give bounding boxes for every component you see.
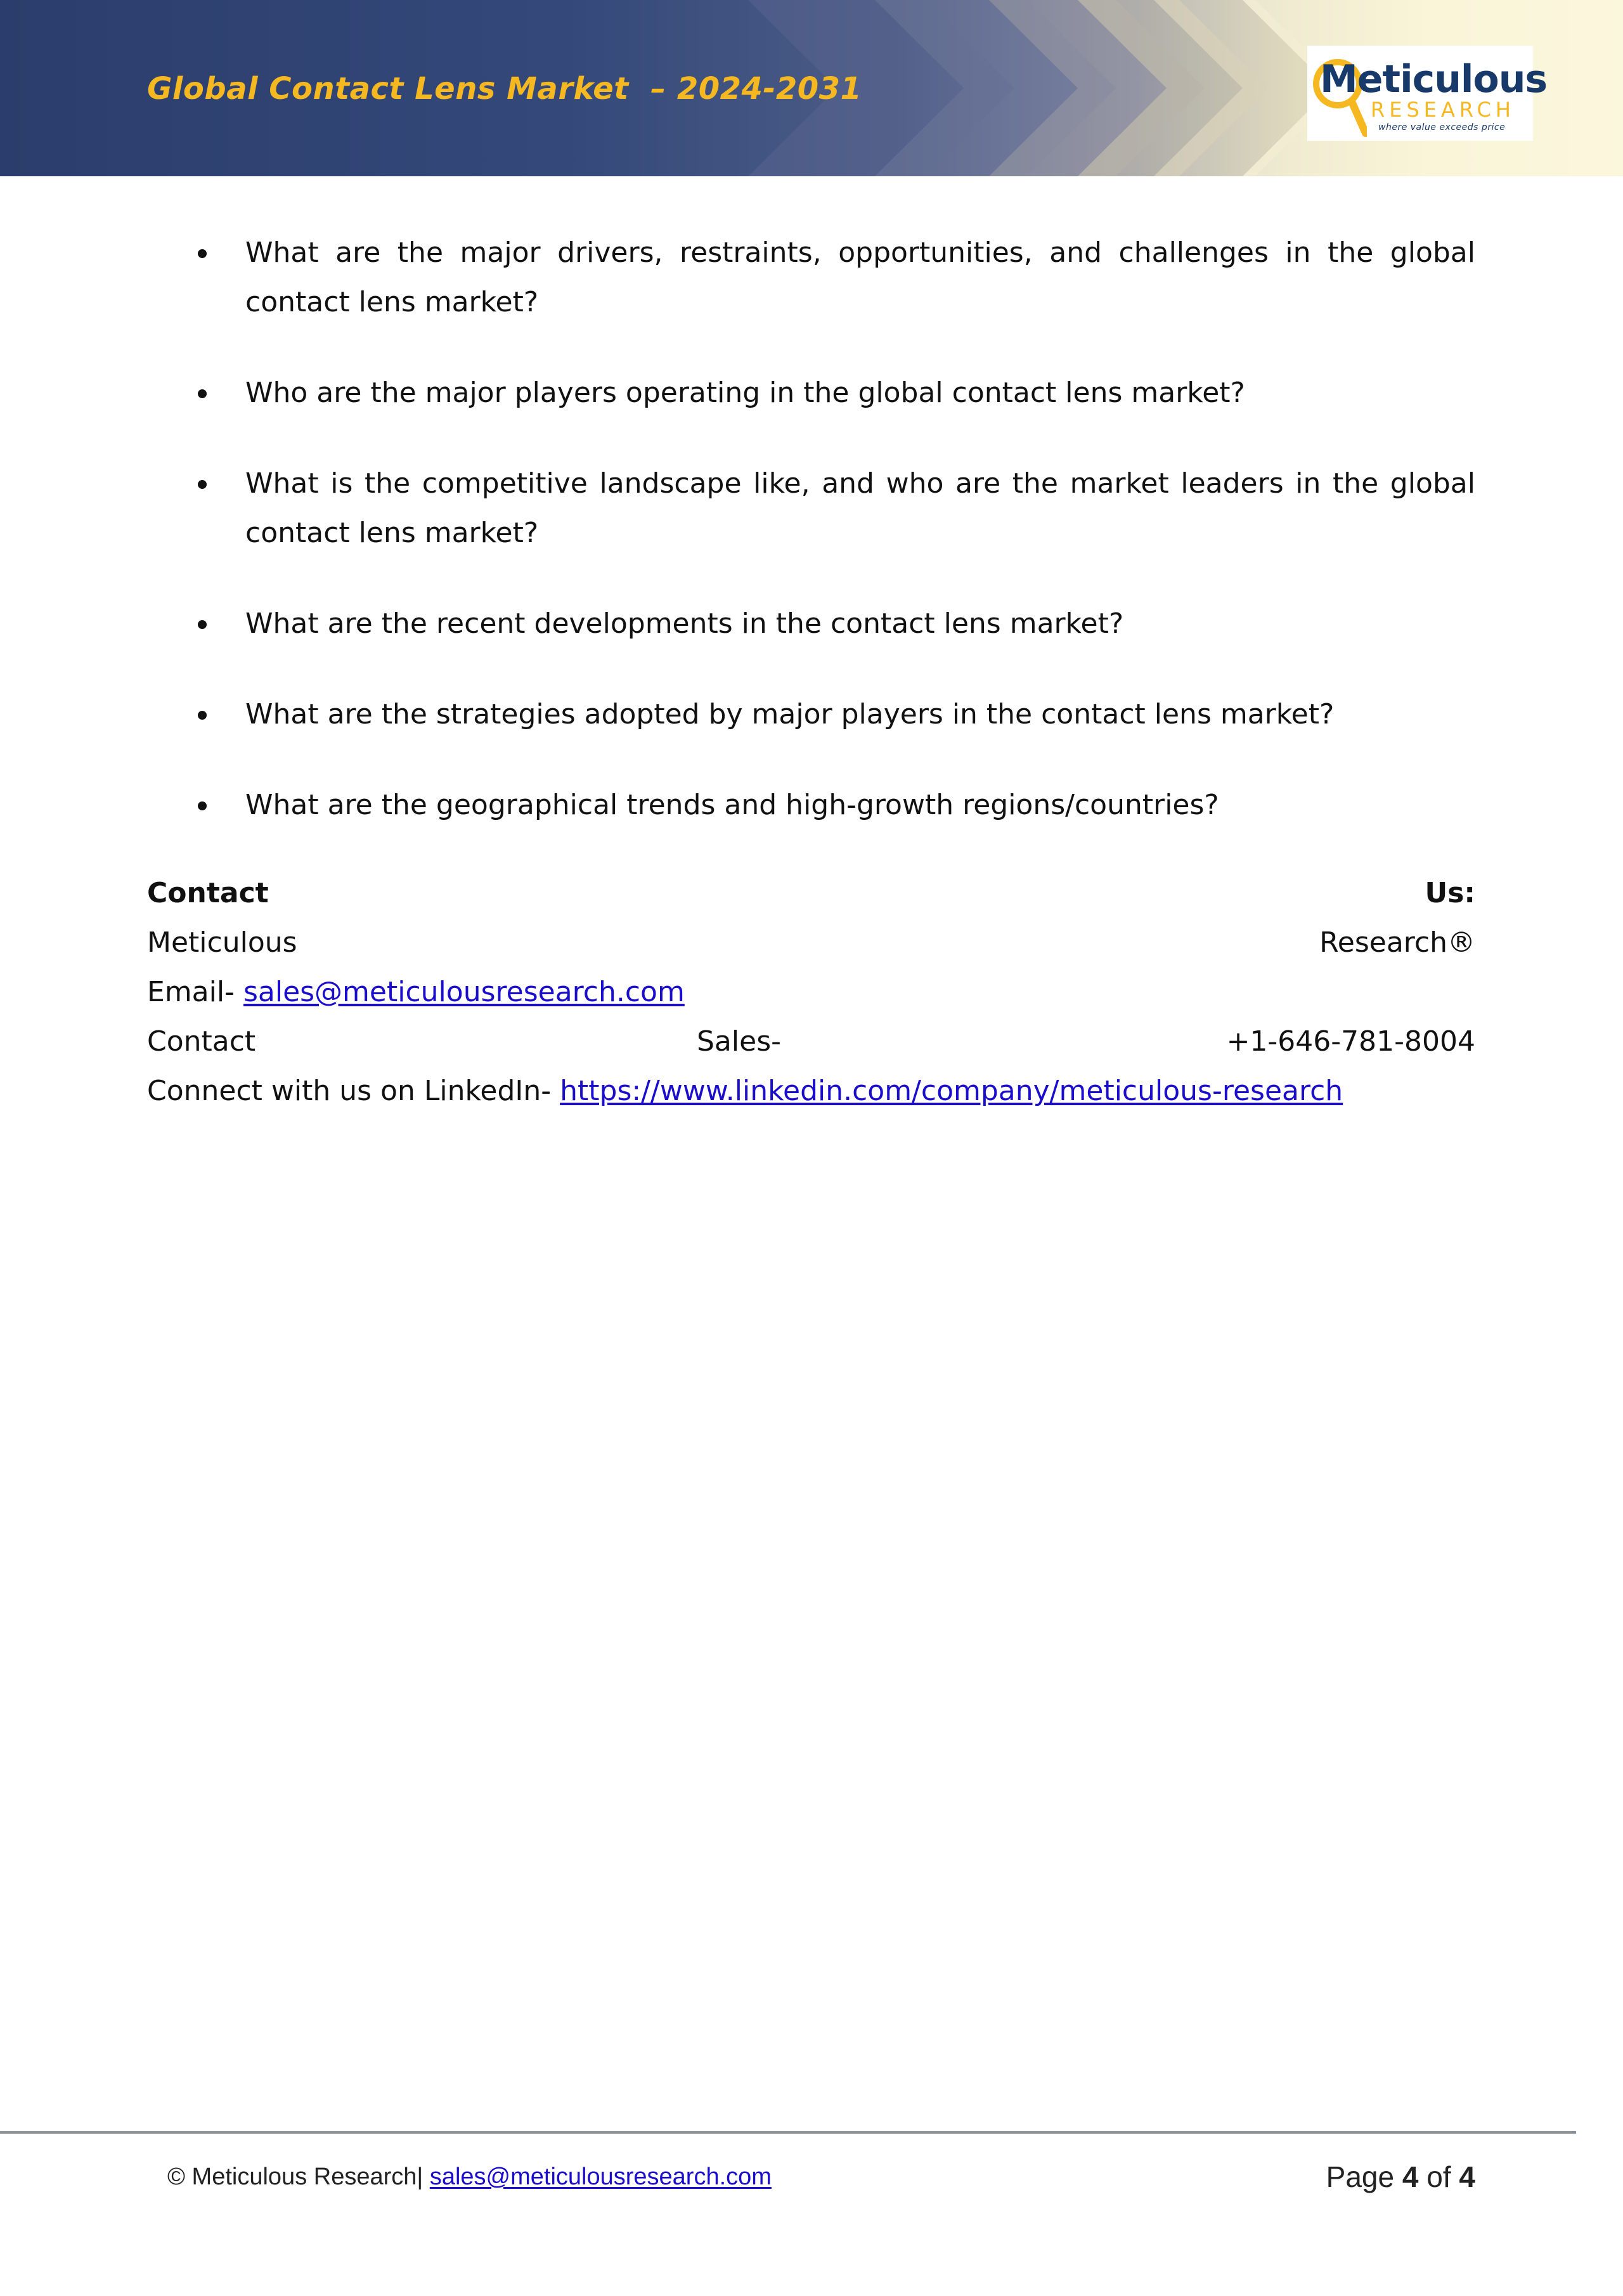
bullet-icon <box>198 711 207 720</box>
sales-phone: +1-646-781-8004 <box>1226 1025 1475 1058</box>
list-item: What are the strategies adopted by major players in the contact lens market? <box>245 698 1335 730</box>
sales-label: Sales- <box>697 1025 781 1058</box>
header-banner <box>0 0 1623 176</box>
bullet-icon <box>198 389 207 398</box>
list-item: What are the recent developments in the contact lens market? <box>245 607 1124 640</box>
bullet-icon <box>198 620 207 629</box>
list-item: What is the competitive landscape like, and who are the market leaders in the global contact lens market? <box>245 467 1475 549</box>
sales-label-contact: Contact <box>147 1025 256 1058</box>
page-number <box>1326 2160 1475 2194</box>
email-label: Email- <box>147 976 235 1008</box>
footer-divider <box>0 2131 1576 2134</box>
page-of: of <box>1426 2160 1451 2193</box>
company-row <box>147 918 1475 968</box>
footer-email-link[interactable]: sales@meticulousresearch.com <box>429 2163 772 2190</box>
logo-subtitle: RESEARCH <box>1371 98 1515 122</box>
bullet-icon <box>198 801 207 810</box>
bullet-icon <box>198 249 207 258</box>
company-name-first: Meticulous <box>147 926 297 959</box>
list-item: Who are the major players operating in the global contact lens market? <box>245 377 1245 409</box>
footer-copyright <box>167 2163 772 2191</box>
linkedin-row <box>147 1067 1475 1116</box>
email-row <box>147 968 1475 1017</box>
linkedin-label: Connect with us on LinkedIn- <box>147 1075 552 1107</box>
email-link[interactable]: sales@meticulousresearch.com <box>243 976 685 1008</box>
contact-heading-row <box>147 869 1475 918</box>
contact-heading-us: Us: <box>1425 877 1475 909</box>
sales-row <box>147 1017 1475 1067</box>
page-total: 4 <box>1459 2160 1475 2193</box>
list-item: What are the geographical trends and high-growth regions/countries? <box>245 789 1219 821</box>
company-name-second: Research® <box>1319 926 1475 959</box>
linkedin-link[interactable]: https://www.linkedin.com/company/meticulous-research <box>560 1075 1343 1107</box>
contact-heading: Contact <box>147 877 269 909</box>
copyright-text: © Meticulous Research| <box>167 2163 424 2190</box>
bullet-icon <box>198 480 207 489</box>
logo-wordmark: Meticulous <box>1320 57 1548 101</box>
page-current: 4 <box>1402 2160 1419 2193</box>
report-title: Global Contact Lens Market – 2024-2031 <box>147 71 862 107</box>
contact-section <box>147 869 1475 1116</box>
logo-tagline: where value exceeds price <box>1378 122 1506 133</box>
meticulous-logo[interactable] <box>1307 46 1548 141</box>
page-word: Page <box>1326 2160 1395 2193</box>
list-item: What are the major drivers, restraints, opportunities, and challenges in the global contact lens market? <box>245 237 1475 318</box>
